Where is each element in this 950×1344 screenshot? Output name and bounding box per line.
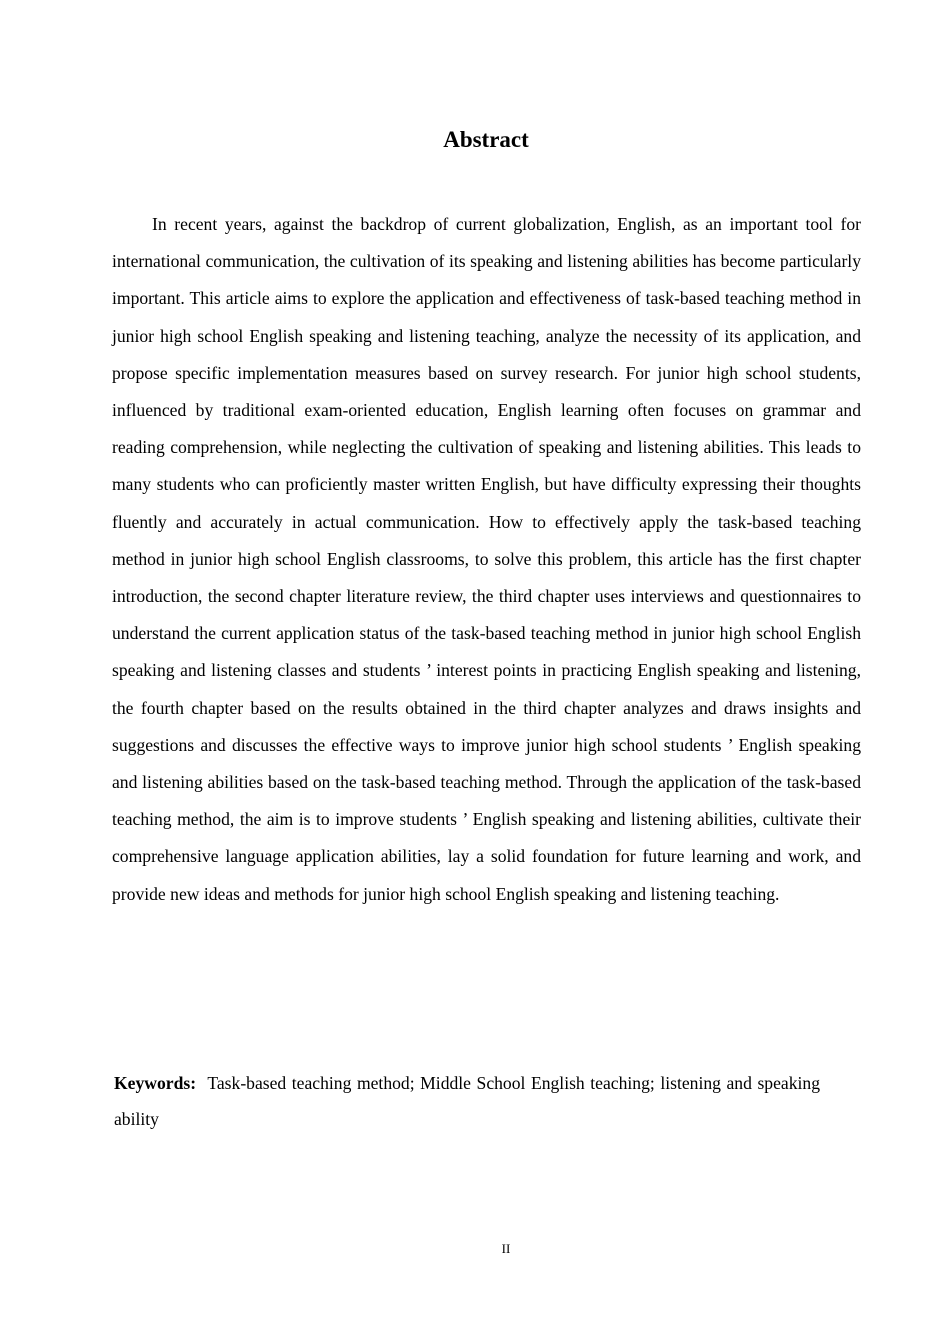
page-title: Abstract <box>443 127 529 152</box>
page-number: II <box>501 1241 511 1256</box>
keywords-label: Keywords: <box>114 1073 197 1093</box>
keywords-text: Task-based teaching method; Middle School English teaching; listening and speaking ability <box>114 1073 820 1129</box>
keywords-line <box>114 1066 820 1137</box>
abstract-paragraph: In recent years, against the backdrop of current globalization, English, as an important tool for international communication, the cultivation of its speaking and listening abilities has become particularly important. This article aims to explore the application and effectiveness of task-based teaching method in junior high school English speaking and listening teaching, analyze the necessity of its application, and propose specific implementation measures based on survey research. For junior high school students, influenced by traditional exam-oriented education, English learning often focuses on grammar and reading comprehension, while neglecting the cultivation of speaking and listening abilities. This leads to many students who can proficiently master written English, but have difficulty expressing their thoughts fluently and accurately in actual communication. How to effectively apply the task-based teaching method in junior high school English classrooms, to solve this problem, this article has the first chapter introduction, the second chapter literature review, the third chapter uses interviews and questionnaires to understand the current application status of the task-based teaching method in junior high school English speaking and listening classes and students ’ interest points in practicing English speaking and listening, the fourth chapter based on the results obtained in the third chapter analyzes and draws insights and suggestions and discusses the effective ways to improve junior high school students ’ English speaking and listening abilities based on the task-based teaching method. Through the application of the task-based teaching method, the aim is to improve students ’ English speaking and listening abilities, cultivate their comprehensive language application abilities, lay a solid foundation for future learning and work, and provide new ideas and methods for junior high school English speaking and listening teaching. <box>112 214 861 904</box>
